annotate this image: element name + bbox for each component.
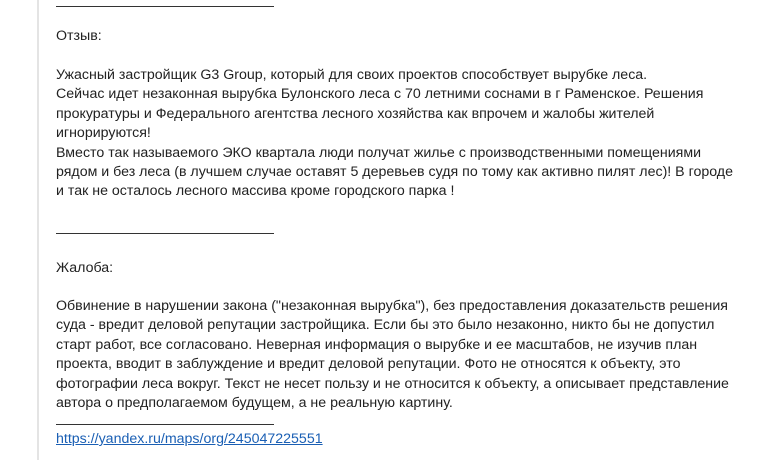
complaint-heading-text: Жалоба:: [56, 260, 114, 276]
complaint-line: автора о предполагаемом будущем, а не реальную картину.: [56, 395, 453, 412]
review-line: Вместо так называемого ЭКО квартала люди получат жилье с производственными помещениями: [56, 144, 701, 161]
complaint-line: суда - вредит деловой репутации застройщика. Если бы это было незаконно, никто бы не допустил: [56, 317, 715, 334]
review-line: игнорируются!: [56, 125, 151, 142]
complaint-line: фотографии леса вокруг. Текст не несет пользу и не относится к объекту, а описывает представление: [56, 375, 729, 392]
complaint-body: [56, 297, 756, 413]
review-heading-text: Отзыв:: [56, 28, 102, 44]
review-body: [56, 66, 756, 202]
complaint-line: Обвинение в нарушении закона ("незаконная вырубка"), без предоставления доказательств решения: [56, 298, 728, 314]
review-line: Ужасный застройщик G3 Group, который для своих проектов способствует вырубке леса.: [56, 67, 648, 83]
separator-line: [56, 233, 274, 234]
separator-line: [56, 6, 274, 7]
complaint-heading: [56, 259, 756, 278]
review-line: прокуратуры и Федерального агентства лесного хозяйства как впрочем и жалобы жителей: [56, 105, 655, 122]
message-left-border: [37, 0, 39, 460]
complaint-line: старт работ, все согласовано. Неверная информация о вырубке и ее масштабов, не изучив план: [56, 336, 698, 353]
review-line: и так не осталось лесного массива кроме городского парка !: [56, 183, 455, 200]
complaint-line: проекта, вводит в заблуждение и вредит деловой репутации. Фото не относятся к объекту, это: [56, 356, 681, 373]
review-line: рядом и без леса (в лучшем случае оставят 5 деревьев судя по тому как активно пилят лес)! В городе: [56, 164, 733, 181]
organization-link[interactable]: https://yandex.ru/maps/org/245047225551: [56, 431, 323, 447]
review-line: Сейчас идет незаконная вырубка Булонского леса с 70 летними соснами в г Раменское. Решения: [56, 86, 704, 103]
separator-line: [56, 424, 274, 425]
review-heading: [56, 27, 756, 46]
